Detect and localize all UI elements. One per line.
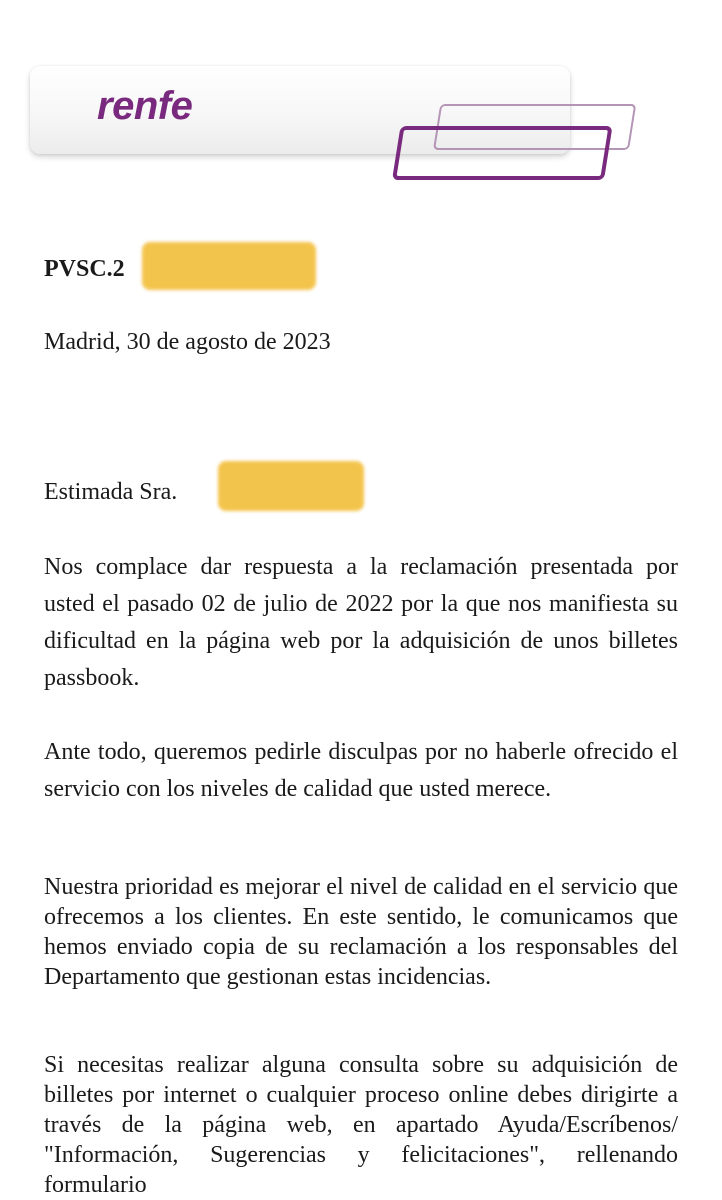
paragraph-priority: Nuestra prioridad es mejorar el nivel de calidad en el servicio que ofrecemos a los clientes. En este sentido, le comunicamos que hemos enviado copia de su reclamación a los responsables del Departamento que gestionan estas incidencias.	[44, 874, 678, 990]
logo-outline-front-shape	[392, 126, 613, 180]
salutation: Estimada Sra.	[44, 479, 178, 505]
paragraph-contact-instructions: Si necesitas realizar alguna consulta sobre su adquisición de billetes por internet o cualquier proceso online debes dirigirte a través de la página web, en apartado Ayuda/Escríbenos/ "Información, Sugerencias y felicitaciones", rellenando formulario	[44, 1052, 678, 1198]
redaction-highlight-name	[218, 461, 364, 511]
renfe-logo: renfe	[97, 84, 193, 128]
paragraph-response: Nos complace dar respuesta a la reclamación presentada por usted el pasado 02 de julio de 2022 por la que nos manifiesta su dificultad en la página web por la adquisición de unos billetes passbook.	[44, 554, 678, 691]
redaction-highlight-reference	[142, 242, 316, 290]
reference-number: PVSC.2	[44, 256, 125, 282]
letter-date: Madrid, 30 de agosto de 2023	[44, 329, 331, 355]
paragraph-apology: Ante todo, queremos pedirle disculpas por no haberle ofrecido el servicio con los niveles de calidad que usted merece.	[44, 739, 678, 802]
